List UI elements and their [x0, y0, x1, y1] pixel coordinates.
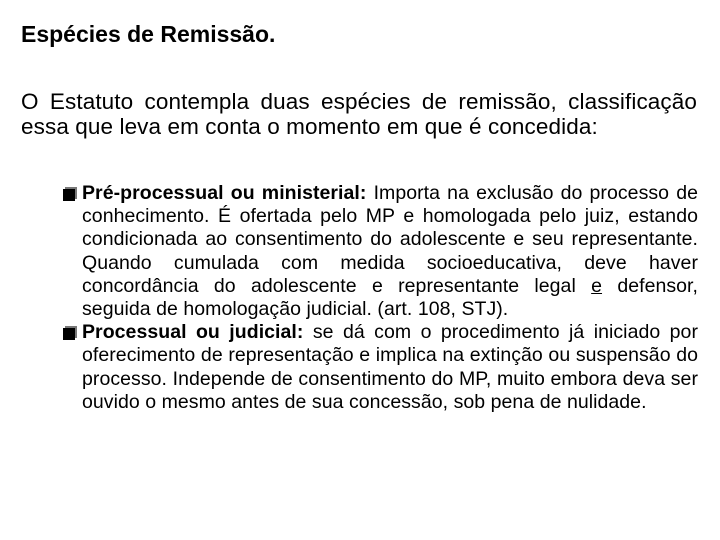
bullet-term: Processual ou judicial: — [82, 321, 304, 344]
list-item-processual — [62, 321, 698, 414]
slide-title: Espécies de Remissão. — [21, 21, 276, 47]
list-item-pre-processual — [62, 182, 698, 321]
intro-paragraph: O Estatuto contempla duas espécies de remissão, classificação essa que leva em conta o momento em que é concedida: — [21, 89, 697, 139]
bullet-description: Importa na exclusão do processo de conhecimento. É ofertada pelo MP e homologada pelo juiz, estando condicionada ao consentimento do adolescente e seu representante. Quando cumulada com medida socioeducativa, deve haver concordância do adolescente e representante legal — [82, 182, 698, 297]
remission-types-list — [62, 182, 698, 414]
bullet-description-end: defensor, seguida de homologação judicial. (art. 108, STJ). — [82, 274, 698, 321]
bullet-description: se dá com o procedimento já iniciado por oferecimento de representação e implica na extinção ou suspensão do processo. Independe de consentimento do MP, muito embora deva ser ouvido o mesmo antes de sua concessão, sob pena de nulidade. — [82, 321, 698, 413]
underlined-conjunction: e — [591, 274, 603, 297]
checkbox-square-icon — [62, 186, 78, 202]
checkbox-square-icon — [62, 325, 78, 341]
bullet-term: Pré-processual ou ministerial: — [82, 182, 367, 204]
